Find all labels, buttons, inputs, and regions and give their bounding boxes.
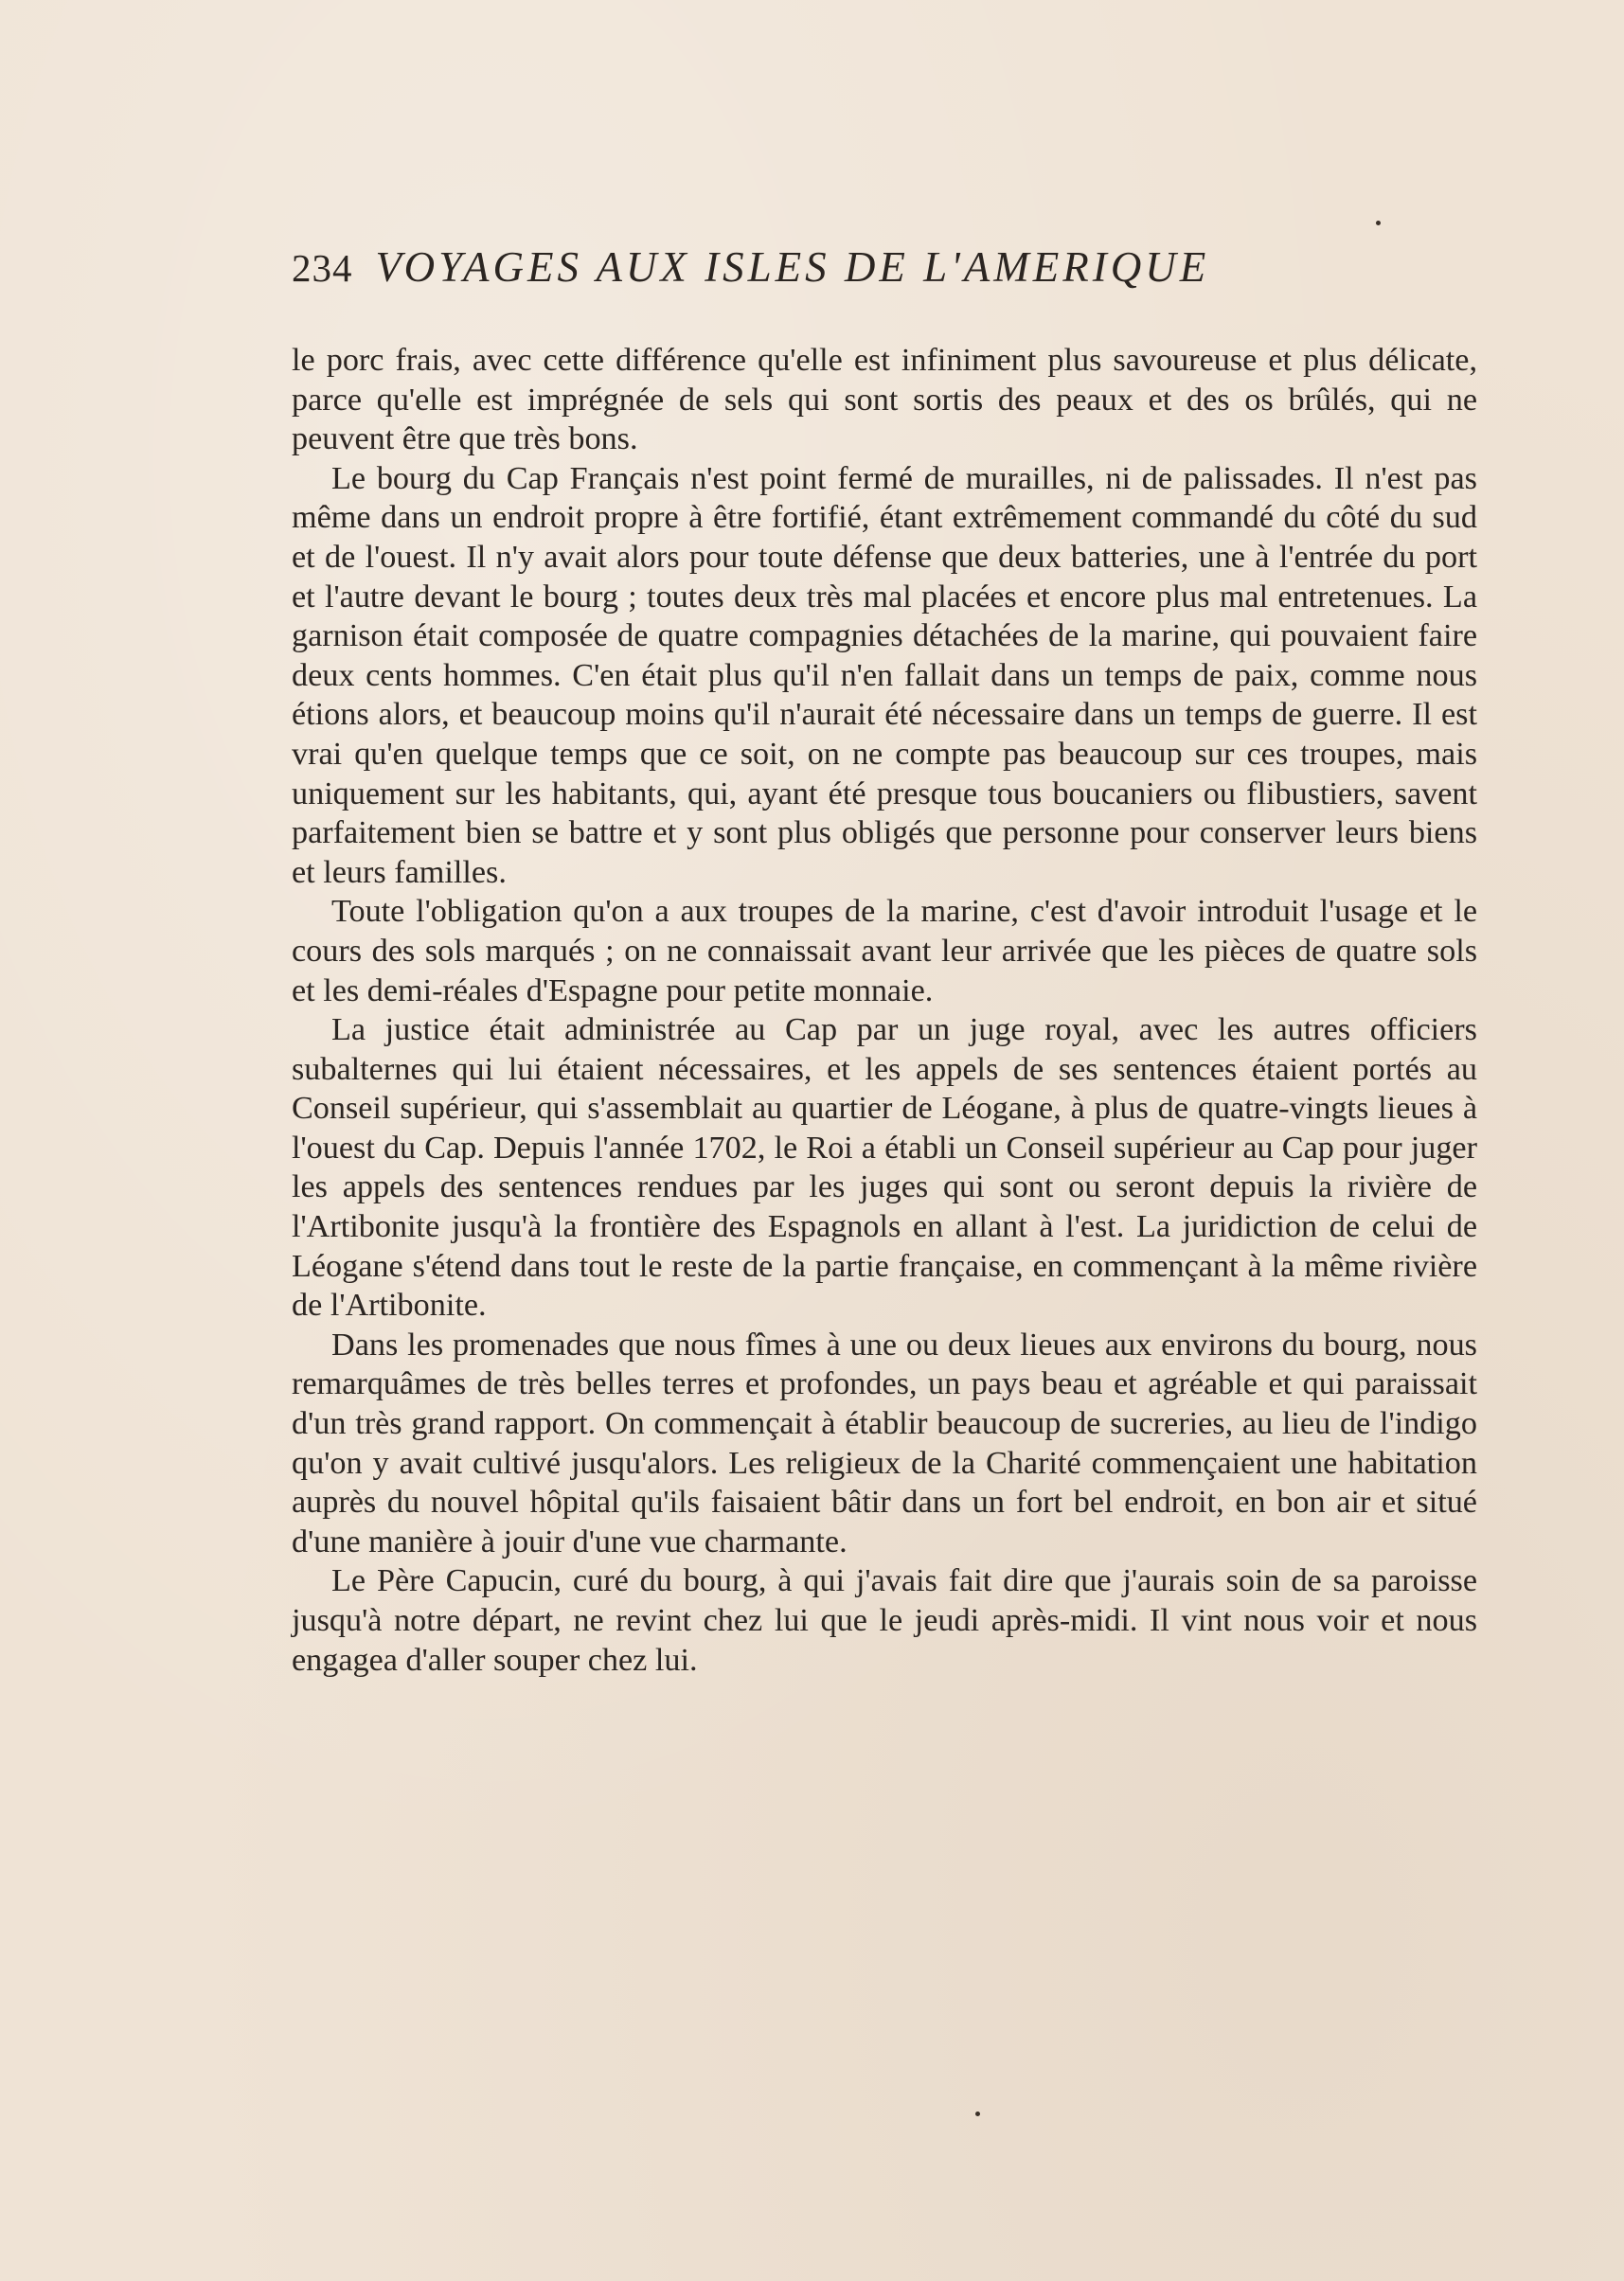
body-text — [292, 341, 1477, 1680]
running-header — [292, 239, 1485, 295]
paragraph: La justice était administrée au Cap par un juge royal, avec les autres officiers subalternes qui lui étaient nécessaires, et les appels de ses sentences étaient portés au Conseil supérieur, qui s'assemblait au quartier de Léogane, à plus de quatre-vingts lieues à l'ouest du Cap. Depuis l'année 1702, le Roi a établi un Conseil supérieur au Cap pour juger les appels des sentences rendues par les juges qui sont ou seront depuis la rivière de l'Artibonite jusqu'à la frontière des Espagnols en allant à l'est. La juridiction de celui de Léogane s'étend dans tout le reste de la partie française, en commençant à la même rivière de l'Artibonite. — [292, 1012, 1477, 1324]
paragraph: Le bourg du Cap Français n'est point fermé de murailles, ni de palissades. Il n'est pas même dans un endroit propre à être fortifié, étant extrêmement commandé du côté du sud et de l'ouest. Il n'y avait alors pour toute défense que deux batteries, une à l'entrée du port et l'autre devant le bourg ; toutes deux très mal placées et encore plus mal entretenues. La garnison était composée de quatre compagnies détachées de la marine, qui pouvaient faire deux cents hommes. C'en était plus qu'il n'en fallait dans un temps de paix, comme nous étions alors, et beaucoup moins qu'il n'aurait été nécessaire dans un temps de guerre. Il est vrai qu'en quelque temps que ce soit, on ne compte pas beaucoup sur ces troupes, mais uniquement sur les habitants, qui, ayant été presque tous boucaniers ou flibustiers, savent parfaitement bien se battre et y sont plus obligés que personne pour conserver leurs biens et leurs familles. — [292, 460, 1477, 890]
paper-speck — [975, 2112, 980, 2116]
paragraph-continued: le porc frais, avec cette différence qu'elle est infiniment plus savoureuse et plus délicate, parce qu'elle est imprégnée de sels qui sont sortis des peaux et des os brûlés, qui ne peuvent être que très bons. — [292, 343, 1477, 457]
paragraph: Toute l'obligation qu'on a aux troupes de la marine, c'est d'avoir introduit l'usage et le cours des sols marqués ; on ne connaissait avant leur arrivée que les pièces de quatre sols et les demi-réales d'Espagne pour petite monnaie. — [292, 894, 1477, 1008]
paragraph: Le Père Capucin, curé du bourg, à qui j'avais fait dire que j'aurais soin de sa paroisse jusqu'à notre départ, ne revint chez lui que le jeudi après-midi. Il vint nous voir et nous engagea d'aller souper chez lui. — [292, 1563, 1477, 1678]
paragraph: Dans les promenades que nous fîmes à une ou deux lieues aux environs du bourg, nous remarquâmes de très belles terres et profondes, un pays beau et agréable et qui paraissait d'un très grand rapport. On commençait à établir beaucoup de sucreries, au lieu de l'indigo qu'on y avait cultivé jusqu'alors. Les religieux de la Charité commençaient une habitation auprès du nouvel hôpital qu'ils faisaient bâtir dans un fort bel endroit, en bon air et situé d'une manière à jouir d'une vue charmante. — [292, 1327, 1477, 1559]
paper-speck — [1376, 221, 1381, 225]
running-title: VOYAGES AUX ISLES DE L'AMERIQUE — [375, 243, 1210, 291]
page-number: 234 — [292, 246, 353, 290]
